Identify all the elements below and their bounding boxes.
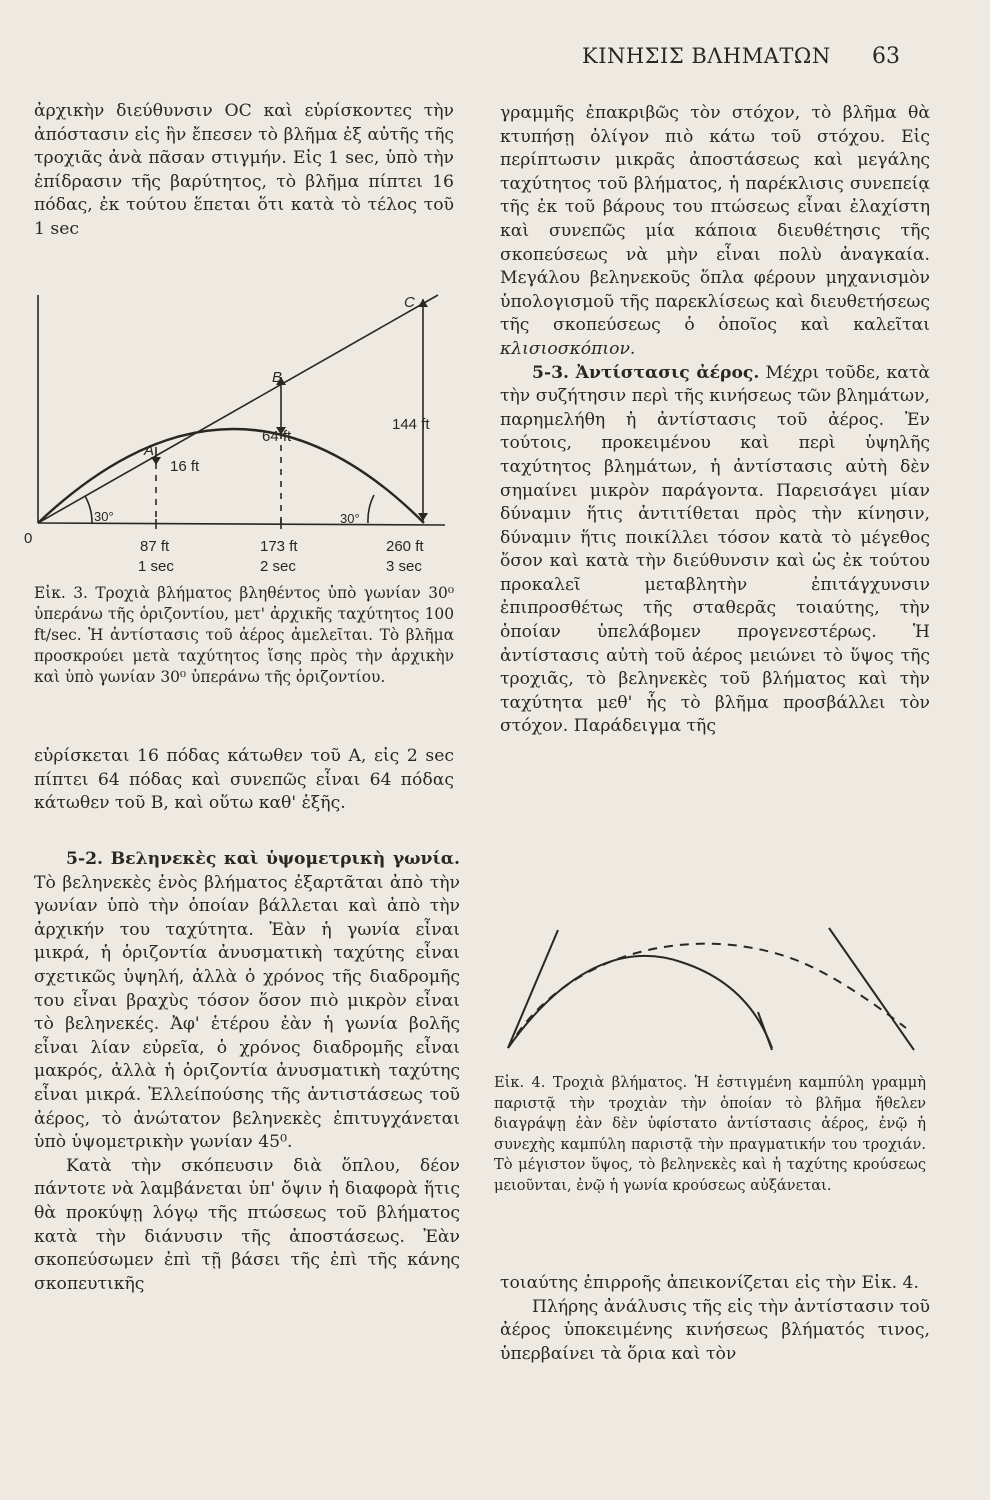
section-5-3-title: 5-3. Ἀντίστασις ἀέρος. <box>532 362 760 383</box>
paragraph-sight-line <box>500 102 930 362</box>
velocity-line-oc <box>38 295 438 523</box>
label-time-3: 3 sec <box>386 558 422 575</box>
label-drop-64: 64 ft <box>262 428 292 445</box>
paragraph-aiming: Κατὰ τὴν σκόπευσιν διὰ ὅπλου, δέον πάντοτε νὰ λαμβάνεται ὑπ' ὄψιν ἡ διαφορὰ ἥτις θὰ προκύψῃ λόγῳ τῆς πτώσεως τοῦ βλήματος κατὰ τὴν διάνυσιν τῆς ἀποστάσεως. Ἐὰν σκοπεύσωμεν ἐπὶ τῇ βάσει τῆς ἐπὶ τῆς κάνης σκοπευτικῆς <box>34 1155 460 1294</box>
label-drop-16: 16 ft <box>170 458 200 475</box>
label-point-c: C <box>404 294 415 311</box>
impact-line-actual <box>758 1012 772 1050</box>
paragraph-trajectory-explanation: ἀρχικὴν διεύθυνσιν OC καὶ εὑρίσκοντες τὴν ἀπόστασιν εἰς ἣν ἔπεσεν τὸ βλῆμα ἐξ αὐτῆς τῆς τροχιᾶς ἀνὰ πᾶσαν στιγμήν. Εἰς 1 sec, ὑπὸ τὴν ἐπίδρασιν τῆς βαρύτητος, τὸ βλῆμα πίπτει 16 πόδας, ἐκ τούτου ἕπεται ὅτι κατὰ τὸ τέλος τοῦ 1 sec <box>34 101 454 239</box>
figure-4-diagram <box>496 900 930 1055</box>
page-number: 63 <box>872 44 900 69</box>
launch-direction-line <box>508 930 558 1048</box>
actual-trajectory-curve <box>508 956 772 1048</box>
paragraph-sight-line-text: γραμμῆς ἐπακριβῶς τὸν στόχον, τὸ βλῆμα θὰ κτυπήσῃ ὀλίγον πιὸ κάτω τοῦ στόχου. Εἰς περίπτωσιν μικρᾶς ἀποστάσεως καὶ μεγάλης ταχύτητος τοῦ βλήματος, ἡ παρέκλισις συνεπείᾳ τῆς ἐκ τοῦ βάρους του πτώσεως εἶναι ἐλαχίστη καὶ συνεπῶς μία κάποια διευθέτησις τῆς σκοπεύσεως νὰ μὴν εἶναι πολὺ ἀναγκαία. Μεγάλου βεληνεκοῦς ὅπλα φέρουν μηχανισμὸν ὑπολογισμοῦ τῆς παρεκλίσεως καὶ διευθετήσεως τῆς σκοπεύσεως ὁ ὁποῖος καὶ καλεῖται <box>500 103 930 336</box>
paragraph-fig4-reference: τοιαύτης ἐπιρροῆς ἀπεικονίζεται εἰς τὴν Εἰκ. 4. <box>500 1273 919 1293</box>
label-time-2: 2 sec <box>260 558 296 575</box>
figure-4-caption: Εἰκ. 4. Τροχιὰ βλήματος. Ἡ ἐστιγμένη καμπύλη γραμμὴ παριστᾷ τὴν τροχιὰν τὴν ὁποίαν τὸ βλῆμα ἤθελεν διαγράψῃ ἐὰν δὲν ὑφίστατο ἀντίστασις ἀέρος, ἐνῷ ἡ συνεχὴς καμπύλη παριστᾷ τὴν πραγματικήν του τροχιάν. Τὸ μέγιστον ὕψος, τὸ βεληνεκὲς καὶ ἡ ταχύτης κρούσεως μειοῦνται, ἐνῷ ἡ γωνία κρούσεως αὐξάνεται. <box>494 1074 926 1194</box>
paragraph-full-analysis: Πλήρης ἀνάλυσις τῆς εἰς τὴν ἀντίστασιν τοῦ ἀέρος ὑποκειμένης κινήσεως βλήματός τινος, ὑπερβαίνει τὰ ὅρια καὶ τὸν <box>500 1296 930 1364</box>
section-5-2 <box>34 848 460 1155</box>
figure-3 <box>20 285 465 580</box>
angle-arc-end <box>368 495 374 523</box>
angle-arc-start <box>85 496 92 523</box>
left-column-mid <box>34 745 454 816</box>
section-5-3-text: Μέχρι τοῦδε, κατὰ τὴν συζήτησιν περὶ τῆς κινήσεως τῶν βλημάτων, παρημελήθη ἡ ἀντίστασις τοῦ ἀέρος. Ἐν τούτοις, προκειμένου καὶ περὶ ὑψηλῆς ταχύτητος βλημάτων, ἡ ἀντίστασις αὐτὴ δὲν σημαίνει μικρὸν παράγοντα. Παρεισάγει μίαν δύναμιν ἥτις ἀντιτίθεται πρὸς τὴν κίνησιν, δύναμιν ἥτις ποικίλλει τόσον κατὰ τὸ μέγεθος ὅσον καὶ κατὰ τὴν διεύθυνσιν καὶ ὡς ἐκ τούτου προκαλεῖ μεταβλητὴν ἐπιτάγχυνσιν ἐπιπροσθέτως τῆς σταθερᾶς τοιαύτης, τὴν ὁποίαν ὑπελάβομεν προγενεστέρως. Ἡ ἀντίστασις αὐτὴ τοῦ ἀέρος μειώνει τὸ ὕψος τῆς τροχιᾶς, τὸ βεληνεκὲς τοῦ βλήματος καὶ τὴν ταχύτητα μεθ' ἧς τὸ βλῆμα προσβάλλει τὸν στόχον. Παράδειγμα τῆς <box>500 362 930 737</box>
figure-3-diagram <box>20 285 465 580</box>
label-angle-start: 30° <box>94 509 114 524</box>
figure-4 <box>496 900 930 1055</box>
label-drop-144: 144 ft <box>392 416 430 433</box>
term-klisioskopion: κλισιοσκόπιον. <box>500 338 636 359</box>
section-5-2-text: Τὸ βεληνεκὲς ἑνὸς βλήματος ἐξαρτᾶται ἀπὸ τὴν γωνίαν ὑπὸ τὴν ὁποίαν βάλλεται καὶ ἀπὸ τὴν ἀρχικήν του ταχύτητα. Ἐὰν ἡ γωνία εἶναι μικρά, ἡ ὁριζοντία ἀνυσματικὴ ταχύτης εἶναι σχετικῶς ὑψηλή, ἀλλὰ ὁ χρόνος τῆς διαδρομῆς του εἶναι βραχὺς τόσον ὅσον πιὸ μικρὸν εἶναι τὸ βεληνεκές. Ἀφ' ἑτέρου ἐὰν ἡ γωνία βολῆς εἶναι λίαν εὐρεῖα, ὁ χρόνος διαδρομῆς εἶναι μακρός, ἀλλὰ ἡ ὁριζοντία ἀνυσματικὴ ταχύτης εἶναι μικρά. Ἐλλείπούσης τῆς ἀντιστάσεως τοῦ ἀέρος, τὸ ἀνώτατον βεληνεκὲς ἐπιτυγχάνεται ὑπὸ ὑψομετρικὴν γωνίαν 45⁰. <box>34 872 460 1153</box>
figure-3-caption: Εἰκ. 3. Τροχιὰ βλήματος βληθέντος ὑπὸ γωνίαν 30⁰ ὑπεράνω τῆς ὁριζοντίου, μετ' ἀρχικῆς ταχύτητος 100 ft/sec. Ἡ ἀντίστασις τοῦ ἀέρος ἀμελεῖται. Τὸ βλῆμα προσκρούει μετὰ ταχύτητος ἴσης πρὸς τὴν ἀρχικὴν καὶ ὑπὸ γωνίαν 30⁰ ὑπεράνω τῆς ὁριζοντίου. <box>34 584 454 686</box>
label-point-a: A <box>144 442 155 459</box>
label-origin: 0 <box>24 530 33 547</box>
label-angle-end: 30° <box>340 511 360 526</box>
label-distance-173: 173 ft <box>260 538 298 555</box>
label-time-1: 1 sec <box>138 558 174 575</box>
ideal-trajectory-curve <box>508 944 906 1048</box>
left-column-top <box>34 100 454 242</box>
label-distance-260: 260 ft <box>386 538 424 555</box>
paragraph-drop-continuation: εὑρίσκεται 16 πόδας κάτωθεν τοῦ A, εἰς 2 sec πίπτει 64 πόδας καὶ συνεπῶς εἶναι 64 πόδας κάτωθεν τοῦ B, καὶ οὕτω καθ' ἑξῆς. <box>34 746 454 814</box>
label-point-b: B <box>272 369 283 386</box>
left-column-bottom <box>34 848 460 1296</box>
label-distance-87: 87 ft <box>140 538 170 555</box>
impact-line-ideal <box>829 928 914 1050</box>
running-title: ΚΙΝΗΣΙΣ ΒΛΗΜΑΤΩΝ <box>582 44 831 68</box>
arrowhead-up-3 <box>418 299 428 307</box>
section-5-2-title: 5-2. Βεληνεκὲς καὶ ὑψομετρικὴ γωνία. <box>66 849 460 869</box>
right-column-bottom <box>500 1272 930 1366</box>
right-column-top <box>500 102 930 739</box>
section-5-3 <box>500 362 930 740</box>
